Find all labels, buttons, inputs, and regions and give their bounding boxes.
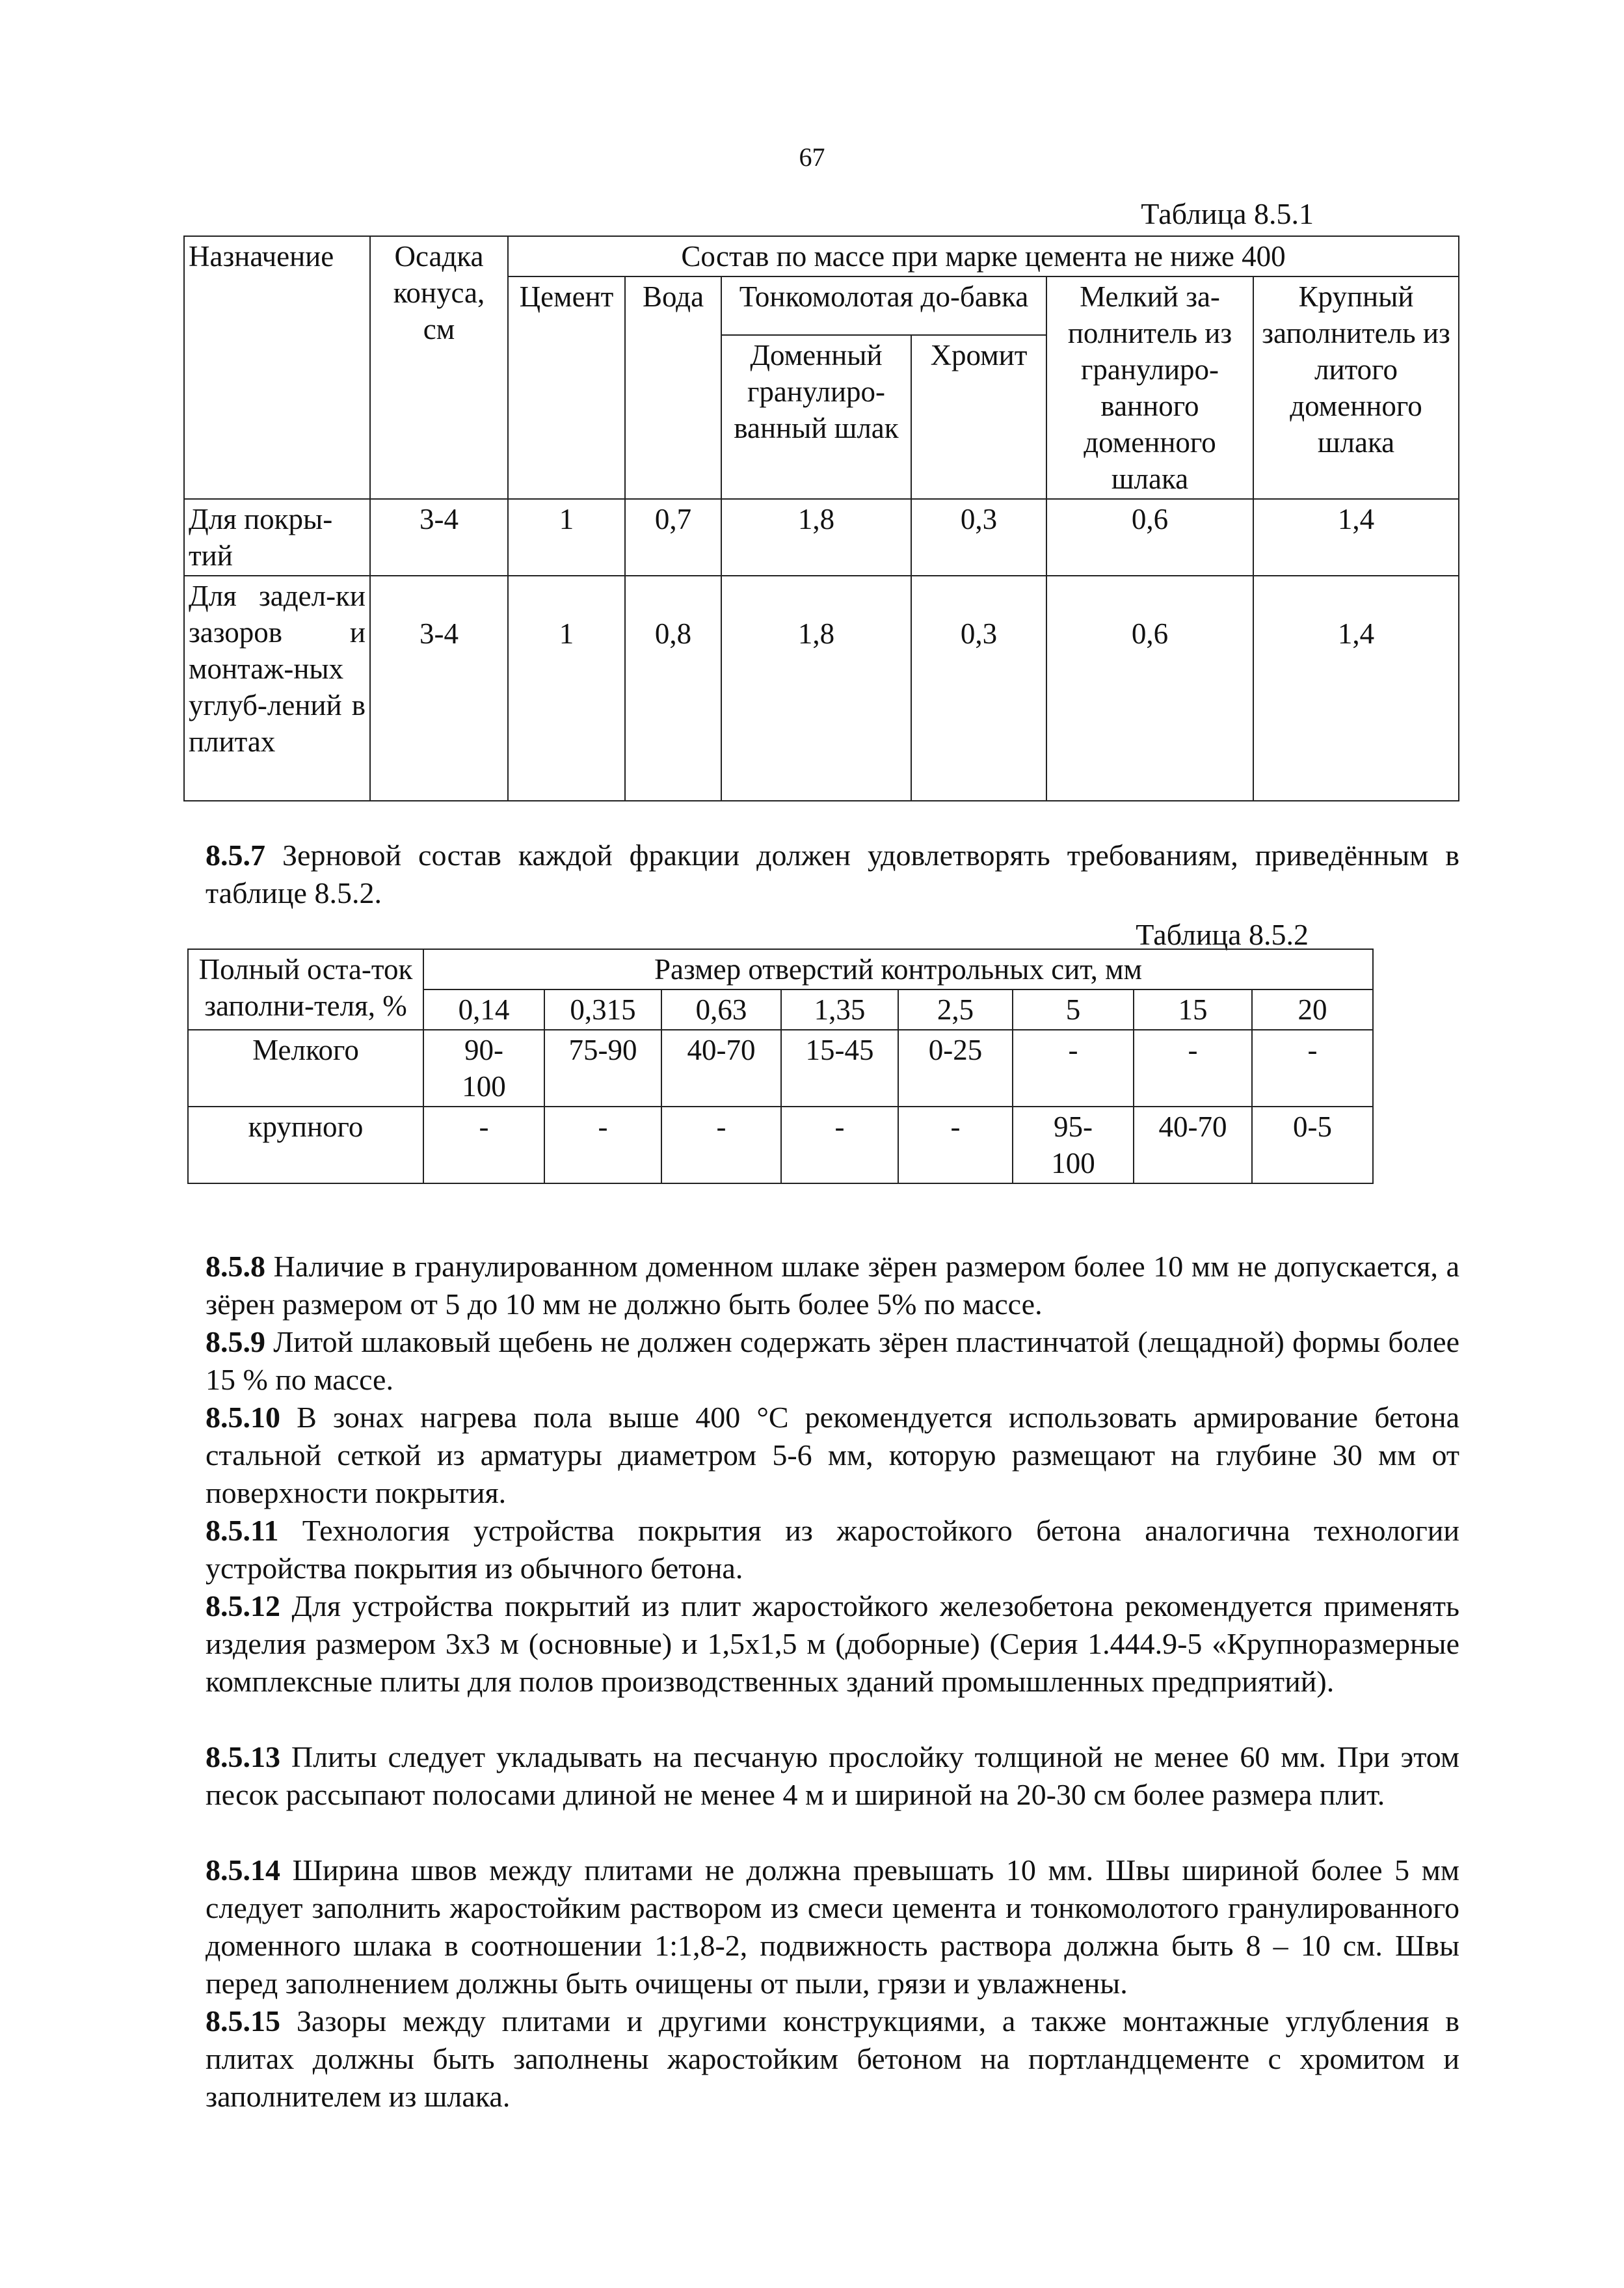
page-number: 67	[799, 142, 825, 172]
paragraph-number: 8.5.8	[206, 1250, 265, 1283]
cell-value: 0-5	[1252, 1107, 1373, 1183]
paragraph-number: 8.5.9	[206, 1325, 265, 1358]
paragraph-text: Зазоры между плитами и другими конструкциями, а также монтажные углубления в плитах должны быть заполнены жаростойким бетоном на портландцементе с хромитом и заполнителем из шлака.	[206, 2004, 1459, 2113]
cell-value: -	[781, 1107, 898, 1183]
cell-cement: 1	[508, 576, 625, 801]
paragraph-text: Литой шлаковый щебень не должен содержать зёрен пластинчатой (лещадной) формы более 15 % по массе.	[206, 1325, 1459, 1396]
paragraph-text: Наличие в гранулированном доменном шлаке зёрен размером более 10 мм не допускается, а зёрен размером от 5 до 10 мм не должно быть более 5% по массе.	[206, 1250, 1459, 1321]
header-chromite: Хромит	[911, 335, 1046, 499]
header-sieve-size: Размер отверстий контрольных сит, мм	[423, 949, 1373, 989]
cell-slag: 1,8	[721, 576, 911, 801]
paragraph-text: Ширина швов между плитами не должна превышать 10 мм. Швы шириной более 5 мм следует заполнить жаростойким раствором из смеси цемента и тонкомолотого гранулированного доменного шлака в соотношении 1:1,8-2, подвижность раствора должна быть 8 – 10 см. Швы перед заполнением должны быть очищены от пыли, грязи и увлажнены.	[206, 1853, 1459, 2000]
header-coarse-aggregate: Крупный заполнитель из литого доменного шлака	[1253, 276, 1459, 499]
cell-value: -	[544, 1107, 661, 1183]
table-caption-8-5-1: Таблица 8.5.1	[1141, 197, 1314, 230]
cell-fine-aggregate: 0,6	[1046, 499, 1253, 576]
cell-purpose: Для покры-тий	[184, 499, 370, 576]
header-purpose: Назначение	[184, 236, 370, 499]
sieve-size: 0,63	[661, 989, 781, 1030]
paragraph-8-5-14	[206, 1851, 1459, 2002]
cell-slump: 3-4	[370, 499, 508, 576]
cell-value: 95-100	[1013, 1107, 1134, 1183]
table-8-5-1	[183, 236, 1459, 801]
cell-water: 0,8	[625, 576, 721, 801]
header-fine-additive: Тонкомолотая до-бавка	[721, 276, 1046, 335]
sieve-size: 5	[1013, 989, 1134, 1030]
paragraph-text: Технология устройства покрытия из жаростойкого бетона аналогична технологии устройства покрытия из обычного бетона.	[206, 1514, 1459, 1585]
paragraph-number: 8.5.12	[206, 1589, 280, 1622]
table-row	[184, 499, 1459, 576]
cell-value: 90-100	[423, 1030, 544, 1107]
paragraph-number: 8.5.7	[206, 839, 265, 872]
paragraph-8-5-10	[206, 1399, 1459, 1512]
paragraph-number: 8.5.11	[206, 1514, 279, 1547]
header-residue: Полный оста-ток заполни-теля, %	[188, 949, 423, 1030]
cell-value: 15-45	[781, 1030, 898, 1107]
table-row	[184, 576, 1459, 801]
paragraph-number: 8.5.13	[206, 1740, 280, 1773]
sieve-size: 0,14	[423, 989, 544, 1030]
paragraph-number: 8.5.14	[206, 1853, 280, 1887]
cell-value: -	[1252, 1030, 1373, 1107]
header-composition: Состав по массе при марке цемента не ниже 400	[508, 236, 1459, 276]
paragraph-8-5-8	[206, 1248, 1459, 1323]
cell-value: 0-25	[898, 1030, 1013, 1107]
sieve-size: 2,5	[898, 989, 1013, 1030]
paragraph-text: Плиты следует укладывать на песчаную прослойку толщиной не менее 60 мм. При этом песок рассыпают полосами длиной не менее 4 м и шириной на 20-30 см более размера плит.	[206, 1740, 1459, 1811]
cell-value: 40-70	[661, 1030, 781, 1107]
cell-coarse-aggregate: 1,4	[1253, 499, 1459, 576]
paragraph-text: В зонах нагрева пола выше 400 °С рекомендуется использовать армирование бетона стальной сеткой из арматуры диаметром 5-6 мм, которую размещают на глубине 30 мм от поверхности покрытия.	[206, 1401, 1459, 1509]
table-caption-8-5-2: Таблица 8.5.2	[1136, 918, 1309, 951]
cell-cement: 1	[508, 499, 625, 576]
cell-value: -	[1013, 1030, 1134, 1107]
paragraph-8-5-12	[206, 1587, 1459, 1701]
cell-value: 75-90	[544, 1030, 661, 1107]
cell-fine-aggregate: 0,6	[1046, 576, 1253, 801]
header-cement: Цемент	[508, 276, 625, 499]
paragraph-text: Для устройства покрытий из плит жаростойкого железобетона рекомендуется применять изделия размером 3х3 м (основные) и 1,5х1,5 м (доборные) (Серия 1.444.9-5 «Крупноразмерные комплексные плиты для полов производственных зданий промышленных предприятий).	[206, 1589, 1459, 1698]
paragraph-8-5-9	[206, 1323, 1459, 1399]
cell-chromite: 0,3	[911, 499, 1046, 576]
header-water: Вода	[625, 276, 721, 499]
sieve-size: 0,315	[544, 989, 661, 1030]
paragraph-8-5-13	[206, 1738, 1459, 1814]
table-row	[188, 1107, 1373, 1183]
cell-water: 0,7	[625, 499, 721, 576]
paragraph-8-5-7	[206, 837, 1459, 912]
cell-value: 40-70	[1134, 1107, 1252, 1183]
paragraph-8-5-15	[206, 2002, 1459, 2116]
cell-value: -	[1134, 1030, 1252, 1107]
cell-chromite: 0,3	[911, 576, 1046, 801]
sieve-size: 1,35	[781, 989, 898, 1030]
header-slag: Доменный гранулиро-ванный шлак	[721, 335, 911, 499]
cell-slump: 3-4	[370, 576, 508, 801]
sieve-size: 20	[1252, 989, 1373, 1030]
row-label: Мелкого	[188, 1030, 423, 1107]
row-label: крупного	[188, 1107, 423, 1183]
paragraph-number: 8.5.10	[206, 1401, 280, 1434]
cell-value: -	[898, 1107, 1013, 1183]
paragraph-text: Зерновой состав каждой фракции должен удовлетворять требованиям, приведённым в таблице 8.5.2.	[206, 839, 1459, 909]
cell-coarse-aggregate: 1,4	[1253, 576, 1459, 801]
paragraph-8-5-11	[206, 1512, 1459, 1587]
cell-value: -	[423, 1107, 544, 1183]
cell-value: -	[661, 1107, 781, 1183]
sieve-size: 15	[1134, 989, 1252, 1030]
cell-purpose: Для задел-ки зазоров и монтаж-ных углуб-лений в плитах	[184, 576, 370, 801]
table-row	[188, 1030, 1373, 1107]
paragraph-number: 8.5.15	[206, 2004, 280, 2038]
cell-slag: 1,8	[721, 499, 911, 576]
header-fine-aggregate: Мелкий за-полнитель из гранулиро-ванного доменного шлака	[1046, 276, 1253, 499]
table-8-5-2	[187, 949, 1374, 1184]
header-slump: Осадка конуса, см	[370, 236, 508, 499]
